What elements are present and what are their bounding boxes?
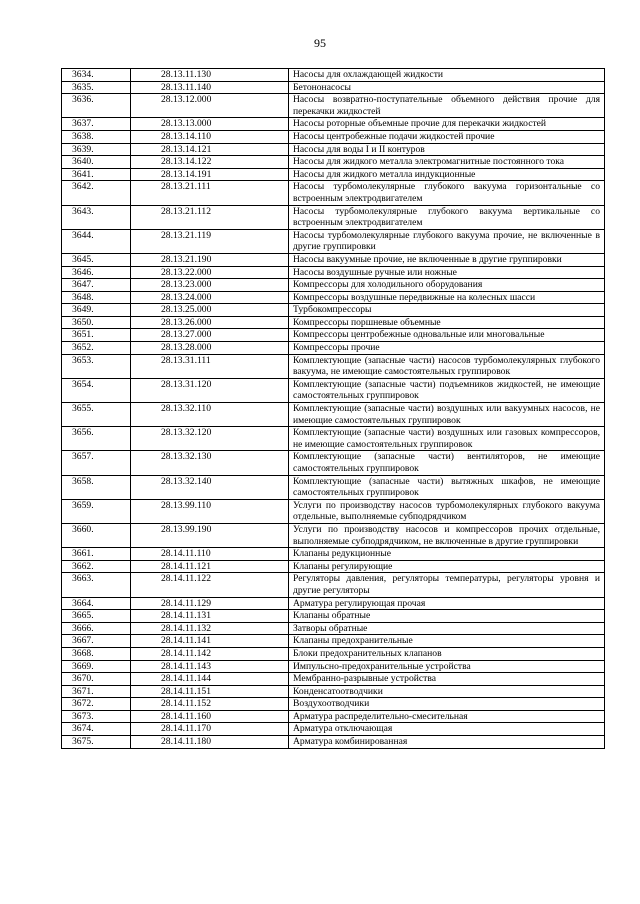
row-code: 28.14.11.144 [131, 673, 289, 686]
row-description: Арматура распределительно-смесительная [289, 710, 605, 723]
row-number: 3670. [62, 673, 131, 686]
table-row [62, 130, 605, 143]
row-code: 28.13.23.000 [131, 279, 289, 292]
table-row [62, 685, 605, 698]
table-row [62, 329, 605, 342]
row-description: Услуги по производству насосов турбомолекулярных глубокого вакуума отдельные, выполняемые субподрядчиком [289, 499, 605, 523]
row-number: 3649. [62, 304, 131, 317]
row-number: 3652. [62, 342, 131, 355]
row-number: 3661. [62, 548, 131, 561]
row-code: 28.14.11.152 [131, 698, 289, 711]
row-number: 3644. [62, 229, 131, 253]
row-code: 28.13.11.140 [131, 81, 289, 94]
row-code: 28.13.26.000 [131, 316, 289, 329]
row-description: Насосы для охлаждающей жидкости [289, 69, 605, 82]
row-number: 3637. [62, 118, 131, 131]
row-number: 3664. [62, 597, 131, 610]
row-code: 28.13.21.119 [131, 229, 289, 253]
table-row [62, 597, 605, 610]
row-code: 28.14.11.151 [131, 685, 289, 698]
row-description: Насосы для жидкого металла электромагнитные постоянного тока [289, 156, 605, 169]
row-code: 28.14.11.160 [131, 710, 289, 723]
table-row [62, 573, 605, 597]
row-code: 28.13.21.190 [131, 253, 289, 266]
row-description: Бетононасосы [289, 81, 605, 94]
table-row [62, 81, 605, 94]
row-code: 28.13.99.110 [131, 499, 289, 523]
row-description: Услуги по производству насосов и компрессоров прочих отдельные, выполняемые субподрядчиком, не включенные в другие группировки [289, 523, 605, 547]
row-code: 28.14.11.180 [131, 736, 289, 749]
row-number: 3648. [62, 291, 131, 304]
row-description: Арматура комбинированная [289, 736, 605, 749]
row-number: 3673. [62, 710, 131, 723]
row-code: 28.13.14.191 [131, 168, 289, 181]
table-row [62, 523, 605, 547]
row-code: 28.13.27.000 [131, 329, 289, 342]
row-code: 28.14.11.121 [131, 560, 289, 573]
row-number: 3668. [62, 647, 131, 660]
row-description: Насосы для воды I и II контуров [289, 143, 605, 156]
row-number: 3663. [62, 573, 131, 597]
table-row [62, 451, 605, 475]
row-number: 3651. [62, 329, 131, 342]
table-row [62, 156, 605, 169]
row-description: Комплектующие (запасные части) воздушных или вакуумных насосов, не имеющие самостоятельных группировок [289, 403, 605, 427]
row-code: 28.14.11.170 [131, 723, 289, 736]
table-row [62, 342, 605, 355]
row-code: 28.13.14.110 [131, 130, 289, 143]
row-code: 28.14.11.143 [131, 660, 289, 673]
row-number: 3671. [62, 685, 131, 698]
row-description: Компрессоры центробежные одновальные или многовальные [289, 329, 605, 342]
table-row [62, 610, 605, 623]
table-row [62, 229, 605, 253]
table-row [62, 378, 605, 402]
table-row [62, 635, 605, 648]
row-code: 28.13.25.000 [131, 304, 289, 317]
row-number: 3639. [62, 143, 131, 156]
row-number: 3638. [62, 130, 131, 143]
row-number: 3669. [62, 660, 131, 673]
row-description: Арматура регулирующая прочая [289, 597, 605, 610]
row-number: 3662. [62, 560, 131, 573]
row-description: Комплектующие (запасные части) воздушных или газовых компрессоров, не имеющие самостоятельных группировок [289, 427, 605, 451]
row-number: 3667. [62, 635, 131, 648]
row-number: 3645. [62, 253, 131, 266]
row-description: Мембранно-разрывные устройства [289, 673, 605, 686]
row-number: 3641. [62, 168, 131, 181]
table-row [62, 181, 605, 205]
table-row [62, 253, 605, 266]
row-code: 28.13.14.122 [131, 156, 289, 169]
table-row [62, 304, 605, 317]
row-number: 3660. [62, 523, 131, 547]
table-row [62, 660, 605, 673]
row-description: Комплектующие (запасные части) подъемников жидкостей, не имеющие самостоятельных группировок [289, 378, 605, 402]
row-description: Насосы турбомолекулярные глубокого вакуума горизонтальные со встроенным электродвигателем [289, 181, 605, 205]
row-number: 3653. [62, 354, 131, 378]
row-description: Насосы вакуумные прочие, не включенные в другие группировки [289, 253, 605, 266]
row-description: Насосы турбомолекулярные глубокого вакуума прочие, не включенные в другие группировки [289, 229, 605, 253]
row-code: 28.14.11.141 [131, 635, 289, 648]
row-description: Комплектующие (запасные части) вытяжных шкафов, не имеющие самостоятельных группировок [289, 475, 605, 499]
row-code: 28.13.21.111 [131, 181, 289, 205]
row-description: Клапаны предохранительные [289, 635, 605, 648]
row-description: Клапаны редукционные [289, 548, 605, 561]
table-row [62, 205, 605, 229]
row-description: Затворы обратные [289, 622, 605, 635]
row-description: Импульсно-предохранительные устройства [289, 660, 605, 673]
table-row [62, 736, 605, 749]
row-description: Арматура отключающая [289, 723, 605, 736]
row-number: 3643. [62, 205, 131, 229]
row-code: 28.13.28.000 [131, 342, 289, 355]
row-description: Насосы возвратно-поступательные объемного действия прочие для перекачки жидкостей [289, 94, 605, 118]
row-code: 28.13.32.130 [131, 451, 289, 475]
table-body [62, 69, 605, 749]
row-code: 28.13.32.140 [131, 475, 289, 499]
row-code: 28.13.12.000 [131, 94, 289, 118]
row-description: Насосы центробежные подачи жидкостей прочие [289, 130, 605, 143]
row-description: Насосы роторные объемные прочие для перекачки жидкостей [289, 118, 605, 131]
row-number: 3647. [62, 279, 131, 292]
row-code: 28.13.32.120 [131, 427, 289, 451]
table-row [62, 266, 605, 279]
row-code: 28.14.11.122 [131, 573, 289, 597]
table-row [62, 69, 605, 82]
row-number: 3657. [62, 451, 131, 475]
row-code: 28.14.11.132 [131, 622, 289, 635]
row-code: 28.13.13.000 [131, 118, 289, 131]
table-row [62, 118, 605, 131]
row-code: 28.13.14.121 [131, 143, 289, 156]
table-row [62, 168, 605, 181]
row-number: 3666. [62, 622, 131, 635]
row-code: 28.13.21.112 [131, 205, 289, 229]
table-row [62, 647, 605, 660]
table-row [62, 560, 605, 573]
row-code: 28.13.99.190 [131, 523, 289, 547]
row-number: 3646. [62, 266, 131, 279]
row-description: Комплектующие (запасные части) насосов турбомолекулярных глубокого вакуума, не имеющие самостоятельных группировок [289, 354, 605, 378]
table-row [62, 291, 605, 304]
table-row [62, 354, 605, 378]
row-description: Комплектующие (запасные части) вентиляторов, не имеющие самостоятельных группировок [289, 451, 605, 475]
table-row [62, 427, 605, 451]
row-number: 3658. [62, 475, 131, 499]
row-description: Компрессоры воздушные передвижные на колесных шасси [289, 291, 605, 304]
table-row [62, 710, 605, 723]
row-number: 3655. [62, 403, 131, 427]
row-code: 28.13.22.000 [131, 266, 289, 279]
row-number: 3665. [62, 610, 131, 623]
row-description: Насосы турбомолекулярные глубокого вакуума вертикальные со встроенным электродвигателем [289, 205, 605, 229]
page-number: 95 [314, 36, 326, 50]
row-number: 3654. [62, 378, 131, 402]
row-number: 3675. [62, 736, 131, 749]
row-code: 28.13.31.120 [131, 378, 289, 402]
row-code: 28.13.24.000 [131, 291, 289, 304]
row-number: 3656. [62, 427, 131, 451]
table-row [62, 548, 605, 561]
row-code: 28.14.11.131 [131, 610, 289, 623]
table-row [62, 316, 605, 329]
row-code: 28.14.11.142 [131, 647, 289, 660]
row-description: Клапаны регулирующие [289, 560, 605, 573]
row-description: Насосы воздушные ручные или ножные [289, 266, 605, 279]
table-row [62, 94, 605, 118]
table-row [62, 622, 605, 635]
row-description: Компрессоры прочие [289, 342, 605, 355]
table-row [62, 698, 605, 711]
row-description: Регуляторы давления, регуляторы температуры, регуляторы уровня и другие регуляторы [289, 573, 605, 597]
table-row [62, 143, 605, 156]
row-code: 28.13.32.110 [131, 403, 289, 427]
row-number: 3672. [62, 698, 131, 711]
row-number: 3650. [62, 316, 131, 329]
row-description: Компрессоры для холодильного оборудования [289, 279, 605, 292]
row-description: Конденсатоотводчики [289, 685, 605, 698]
row-code: 28.14.11.129 [131, 597, 289, 610]
row-code: 28.13.31.111 [131, 354, 289, 378]
table-row [62, 723, 605, 736]
table-row [62, 499, 605, 523]
row-number: 3635. [62, 81, 131, 94]
row-number: 3636. [62, 94, 131, 118]
row-code: 28.13.11.130 [131, 69, 289, 82]
row-description: Блоки предохранительных клапанов [289, 647, 605, 660]
row-code: 28.14.11.110 [131, 548, 289, 561]
row-number: 3634. [62, 69, 131, 82]
table-row [62, 673, 605, 686]
row-number: 3659. [62, 499, 131, 523]
row-description: Воздухоотводчики [289, 698, 605, 711]
row-number: 3642. [62, 181, 131, 205]
row-description: Турбокомпрессоры [289, 304, 605, 317]
row-number: 3640. [62, 156, 131, 169]
table-row [62, 279, 605, 292]
table-row [62, 403, 605, 427]
table-row [62, 475, 605, 499]
row-description: Клапаны обратные [289, 610, 605, 623]
row-description: Насосы для жидкого металла индукционные [289, 168, 605, 181]
row-number: 3674. [62, 723, 131, 736]
classification-table [61, 68, 605, 749]
row-description: Компрессоры поршневые объемные [289, 316, 605, 329]
